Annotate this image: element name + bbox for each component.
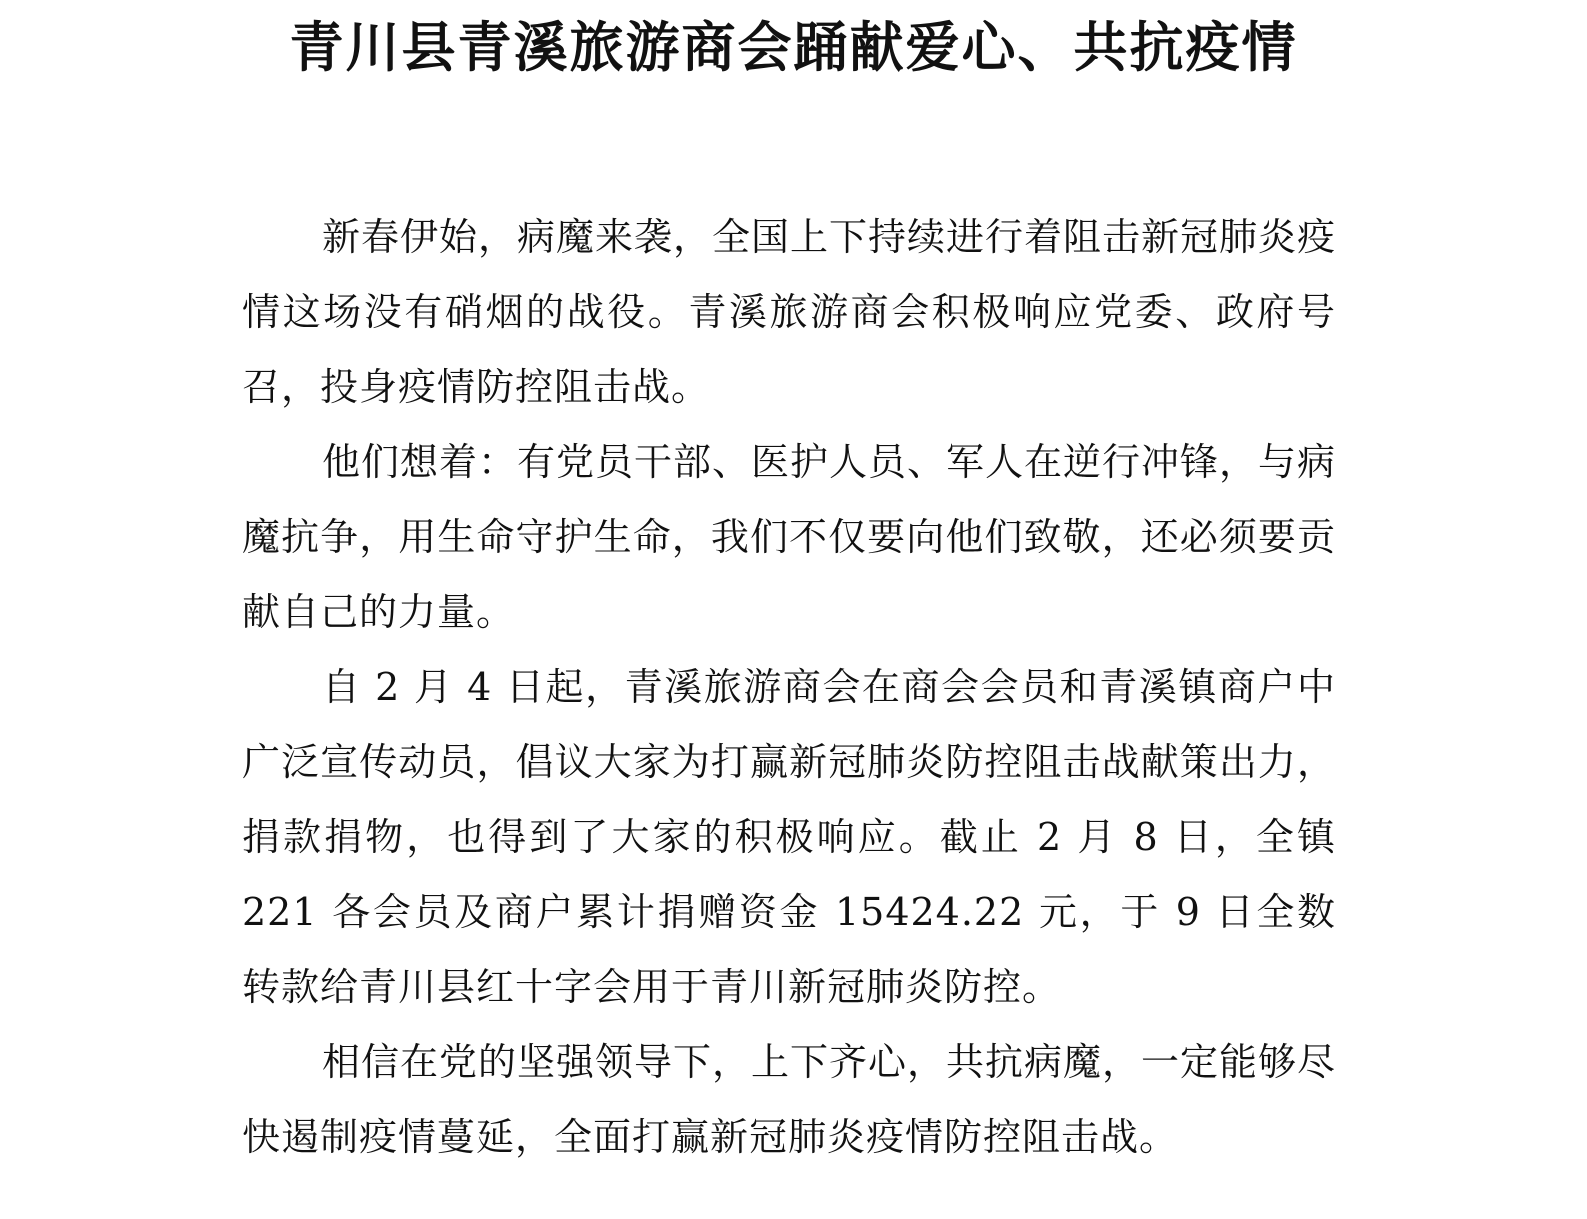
- paragraph-1: 新春伊始，病魔来袭，全国上下持续进行着阻击新冠肺炎疫情这场没有硝烟的战役。青溪旅游商会积极响应党委、政府号召，投身疫情防控阻击战。: [242, 215, 1337, 409]
- document-title: 青川县青溪旅游商会踊献爱心、共抗疫情: [289, 15, 1298, 79]
- paragraph-4: 相信在党的坚强领导下，上下齐心，共抗病魔，一定能够尽快遏制疫情蔓延，全面打赢新冠肺炎疫情防控阻击战。: [242, 1040, 1337, 1159]
- paragraph-2: 他们想着：有党员干部、医护人员、军人在逆行冲锋，与病魔抗争，用生命守护生命，我们不仅要向他们致敬，还必须要贡献自己的力量。: [242, 440, 1337, 634]
- paragraph-3: 自 2 月 4 日起，青溪旅游商会在商会会员和青溪镇商户中广泛宣传动员，倡议大家为打赢新冠肺炎防控阻击战献策出力，捐款捐物，也得到了大家的积极响应。截止 2 月 8 日，全镇 221 各会员及商户累计捐赠资金 15424.22 元，于 9 日全数转款给青川县红十字会用于青川新冠肺炎防控。: [242, 665, 1336, 1009]
- document-body: [242, 200, 1336, 1175]
